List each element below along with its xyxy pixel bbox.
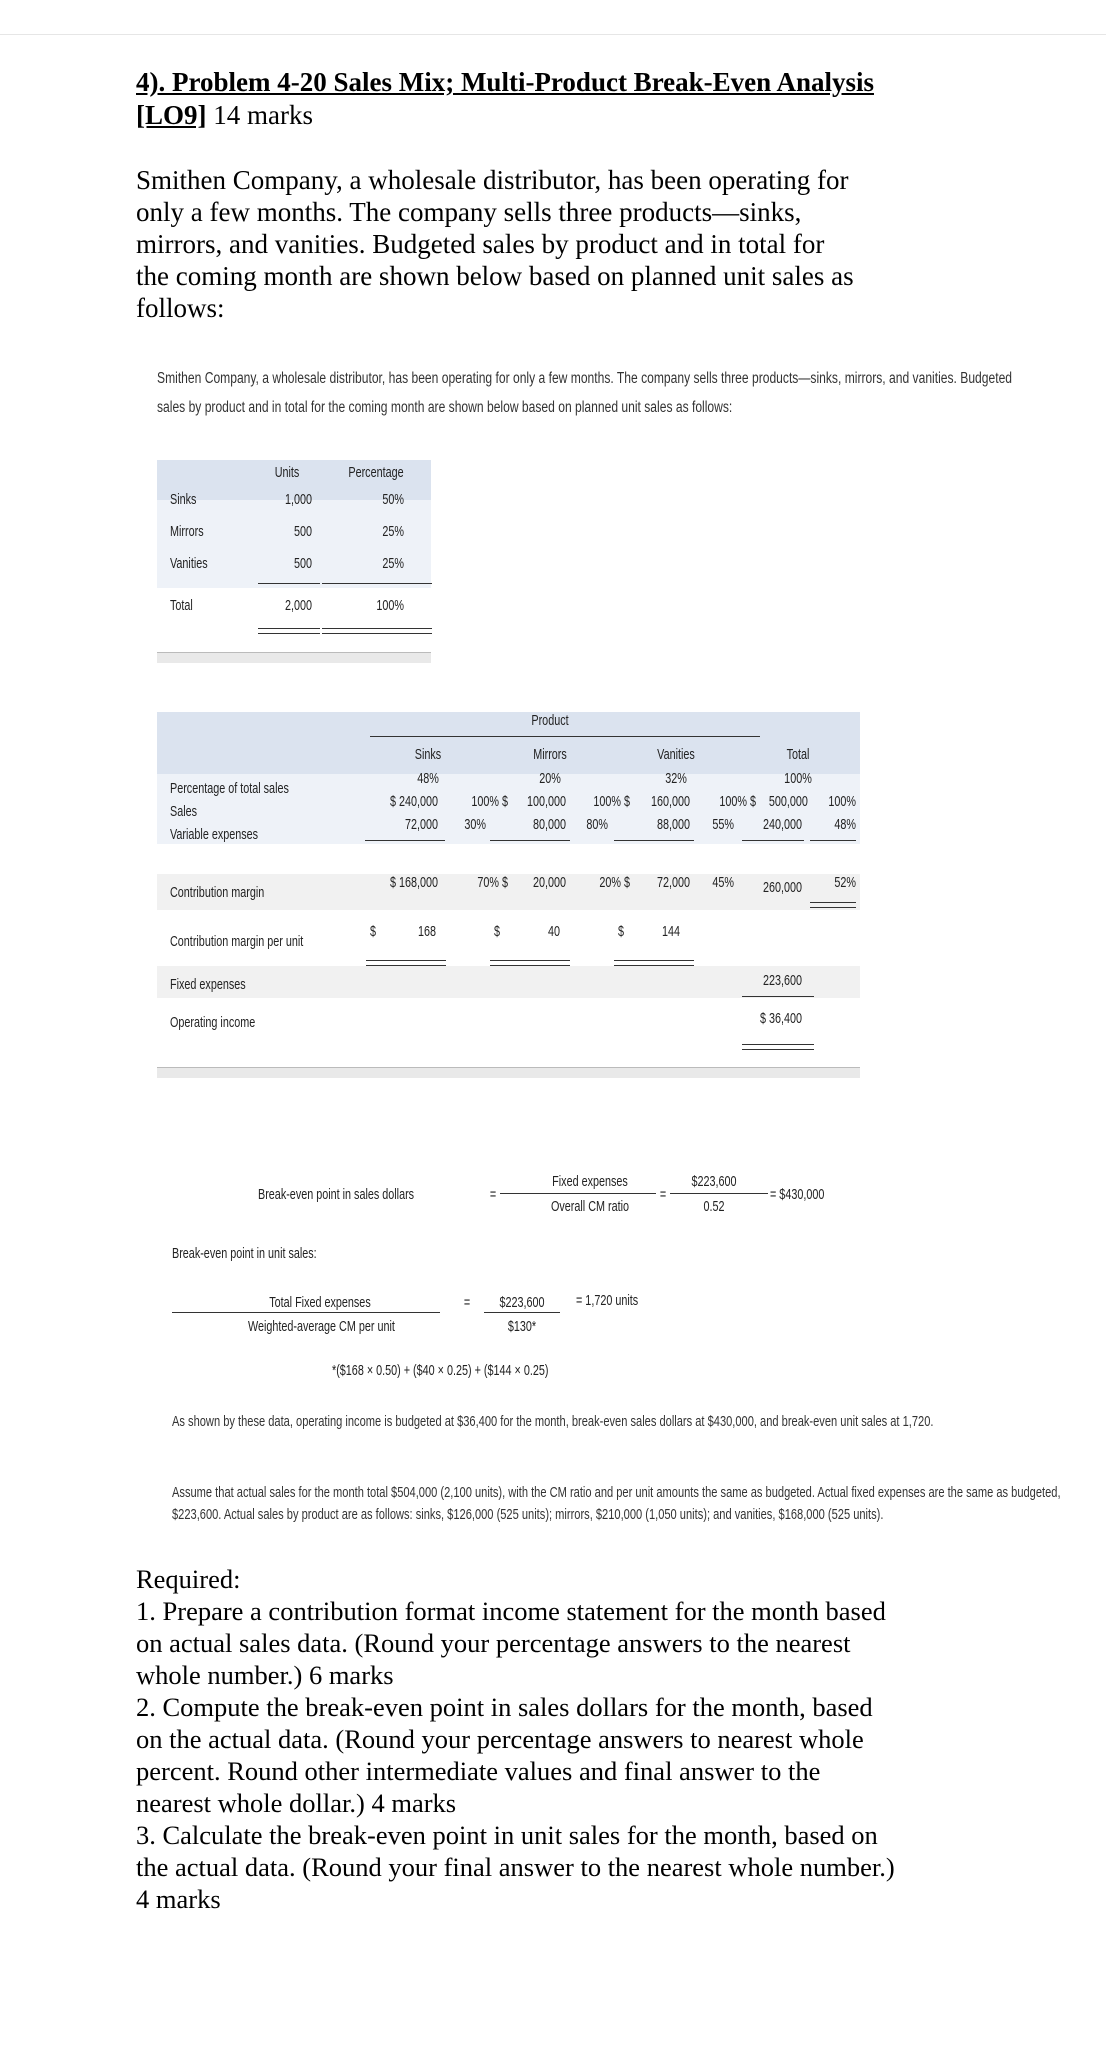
row-label-cm-unit: Contribution margin per unit — [170, 933, 304, 950]
col-mirrors: Mirrors — [533, 746, 567, 763]
cm-cell: 20,000 — [532, 874, 566, 891]
units-subtotal-line — [258, 583, 320, 584]
variable-cell: 55% — [712, 816, 734, 833]
units-row-pct: 100% — [376, 597, 404, 614]
be-den2: 0.52 — [703, 1198, 725, 1215]
be-num4: $223,600 — [499, 1294, 545, 1311]
col-sinks: Sinks — [414, 746, 442, 763]
units-header: Units — [274, 464, 300, 481]
pct-sinks: 48% — [417, 770, 439, 787]
sales-cell: 160,000 — [650, 793, 690, 810]
underline — [490, 840, 570, 841]
cm-cell: 260,000 — [762, 879, 802, 896]
fraction-line — [484, 1312, 560, 1313]
required-heading: Required: — [136, 1564, 241, 1594]
cm-unit-cell: $ — [370, 923, 377, 940]
variable-cell: 48% — [834, 816, 856, 833]
be-num2: $223,600 — [691, 1173, 737, 1190]
problem-heading: 4). Problem 4-20 Sales Mix; Multi-Product Break-Even Analysis [LO9] — [136, 67, 874, 130]
be-num1: Fixed expenses — [552, 1173, 628, 1190]
row-label-pct: Percentage of total sales — [170, 780, 289, 797]
cm-unit-cell: 168 — [417, 923, 436, 940]
be-eq3: = — [463, 1294, 471, 1311]
cm-cell: $ 168,000 — [389, 874, 438, 891]
sales-cell: 100,000 — [526, 793, 566, 810]
percentage-header: Percentage — [348, 464, 404, 481]
be-footnote: *($168 × 0.50) + ($40 × 0.25) + ($144 × 0.25) — [332, 1362, 549, 1379]
required-section — [136, 1563, 896, 1915]
pct-total-double-line — [322, 628, 432, 634]
units-table-footer — [157, 652, 431, 663]
sales-cell: 100% — [828, 793, 856, 810]
intro-paragraph: Smithen Company, a wholesale distributor, has been operating for only a few months. The company sells three products—sinks, mirrors, and vanities. Budgeted sales by product and in total for the coming month are shown below based on planned unit sales as follows: — [136, 165, 854, 323]
sales-cell: 500,000 — [768, 793, 808, 810]
sales-cell: 100% $ — [719, 793, 756, 810]
required-item: 2. Compute the break-even point in sales dollars for the month, based on the actual data. (Round your percentage answers to nearest whole percent. Round other intermediate values and final answer to the nearest whole dollar.) 4 marks — [136, 1692, 873, 1818]
units-row-label: Vanities — [170, 555, 208, 572]
required-item: 3. Calculate the break-even point in unit sales for the month, based on the actual data. (Round your final answer to the nearest whole number.) 4 marks — [136, 1820, 895, 1914]
units-row-label: Total — [170, 597, 193, 614]
cm-unit-cell: $ — [494, 923, 501, 940]
be-result1: = $430,000 — [770, 1186, 825, 1203]
units-row-units: 1,000 — [284, 491, 312, 508]
top-divider — [0, 34, 1106, 35]
row-label-fixed: Fixed expenses — [170, 976, 246, 993]
units-total-double-line — [258, 628, 320, 634]
op-income-value: $ 36,400 — [759, 1010, 802, 1027]
pct-total: 100% — [784, 770, 812, 787]
be-num3: Total Fixed expenses — [269, 1294, 371, 1311]
double-underline — [490, 960, 570, 966]
double-underline — [614, 960, 694, 966]
fraction-line — [670, 1193, 768, 1194]
paragraph-as-shown: As shown by these data, operating income is budgeted at $36,400 for the month, break-even sales dollars at $430,000, and break-even unit sales at 1,720. — [172, 1413, 934, 1430]
be-eq1: = — [489, 1186, 497, 1203]
row-label-sales: Sales — [170, 803, 198, 820]
income-header-band — [157, 712, 860, 774]
cm-cell: 20% $ — [599, 874, 630, 891]
fraction-line — [500, 1193, 656, 1194]
product-header: Product — [531, 712, 569, 729]
variable-cell: 240,000 — [762, 816, 802, 833]
paragraph-assume: Assume that actual sales for the month total $504,000 (2,100 units), with the CM ratio and per unit amounts the same as budgeted. Actual fixed expenses are the same as budgeted, $223,600. Actual sales by product are as follows: sinks, $126,000 (525 units); mirrors, $210,000 (1,050 units); and vanities, $168,000 (525 units). — [172, 1484, 1061, 1523]
units-row-label: Sinks — [170, 491, 197, 508]
be-den4: $130* — [507, 1318, 537, 1335]
cm-unit-cell: $ — [618, 923, 625, 940]
sales-cell: 100% $ — [471, 793, 508, 810]
fraction-line — [172, 1312, 440, 1313]
cm-cell: 72,000 — [656, 874, 690, 891]
variable-cell: 88,000 — [656, 816, 690, 833]
units-row-units: 500 — [293, 555, 312, 572]
units-row-units: 500 — [293, 523, 312, 540]
units-row-units: 2,000 — [284, 597, 312, 614]
variable-cell: 30% — [464, 816, 486, 833]
problem-marks: 14 marks — [206, 100, 313, 130]
row-label-variable: Variable expenses — [170, 826, 259, 843]
be-units-label: Break-even point in unit sales: — [172, 1245, 317, 1262]
image-intro-text: Smithen Company, a wholesale distributor, has been operating for only a few months. The company sells three products—sinks, mirrors, and vanities. Budgeted sales by product and in total for the coming month are shown below based on planned unit sales as follows: — [157, 370, 1013, 416]
cm-cell: 70% $ — [477, 874, 508, 891]
row-label-op-income: Operating income — [170, 1014, 256, 1031]
be-eq2: = — [659, 1186, 667, 1203]
units-row-pct: 25% — [382, 523, 404, 540]
units-row-pct: 25% — [382, 555, 404, 572]
units-row-pct: 50% — [382, 491, 404, 508]
variable-cell: 72,000 — [404, 816, 438, 833]
sales-cell: $ 240,000 — [389, 793, 438, 810]
underline — [742, 996, 814, 997]
pct-subtotal-line — [322, 583, 432, 584]
be-den1: Overall CM ratio — [550, 1198, 630, 1215]
pct-vanities: 32% — [665, 770, 687, 787]
row-label-cm: Contribution margin — [170, 884, 265, 901]
be-result2: = 1,720 units — [576, 1292, 639, 1309]
underline — [742, 840, 804, 841]
underline — [614, 840, 694, 841]
units-body-band — [157, 500, 431, 588]
product-header-line — [370, 736, 760, 737]
col-vanities: Vanities — [657, 746, 695, 763]
cm-unit-cell: 40 — [547, 923, 560, 940]
income-table-footer — [157, 1067, 860, 1078]
problem-title — [136, 66, 936, 132]
fixed-value: 223,600 — [762, 972, 802, 989]
underline — [810, 840, 856, 841]
be-sales-label: Break-even point in sales dollars — [258, 1186, 415, 1203]
units-row-label: Mirrors — [170, 523, 204, 540]
double-underline — [366, 960, 446, 966]
col-total: Total — [786, 746, 810, 763]
variable-cell: 80,000 — [532, 816, 566, 833]
income-band-fixed — [157, 966, 860, 998]
sales-cell: 100% $ — [593, 793, 630, 810]
pct-mirrors: 20% — [539, 770, 561, 787]
double-underline — [742, 1044, 814, 1050]
underline — [365, 840, 445, 841]
variable-cell: 80% — [586, 816, 608, 833]
double-underline — [810, 902, 856, 908]
cm-cell: 52% — [834, 874, 856, 891]
be-den3: Weighted-average CM per unit — [248, 1318, 395, 1335]
cm-unit-cell: 144 — [661, 923, 680, 940]
required-item: 1. Prepare a contribution format income statement for the month based on actual sales data. (Round your percentage answers to the nearest whole number.) 6 marks — [136, 1596, 886, 1690]
cm-cell: 45% — [712, 874, 734, 891]
